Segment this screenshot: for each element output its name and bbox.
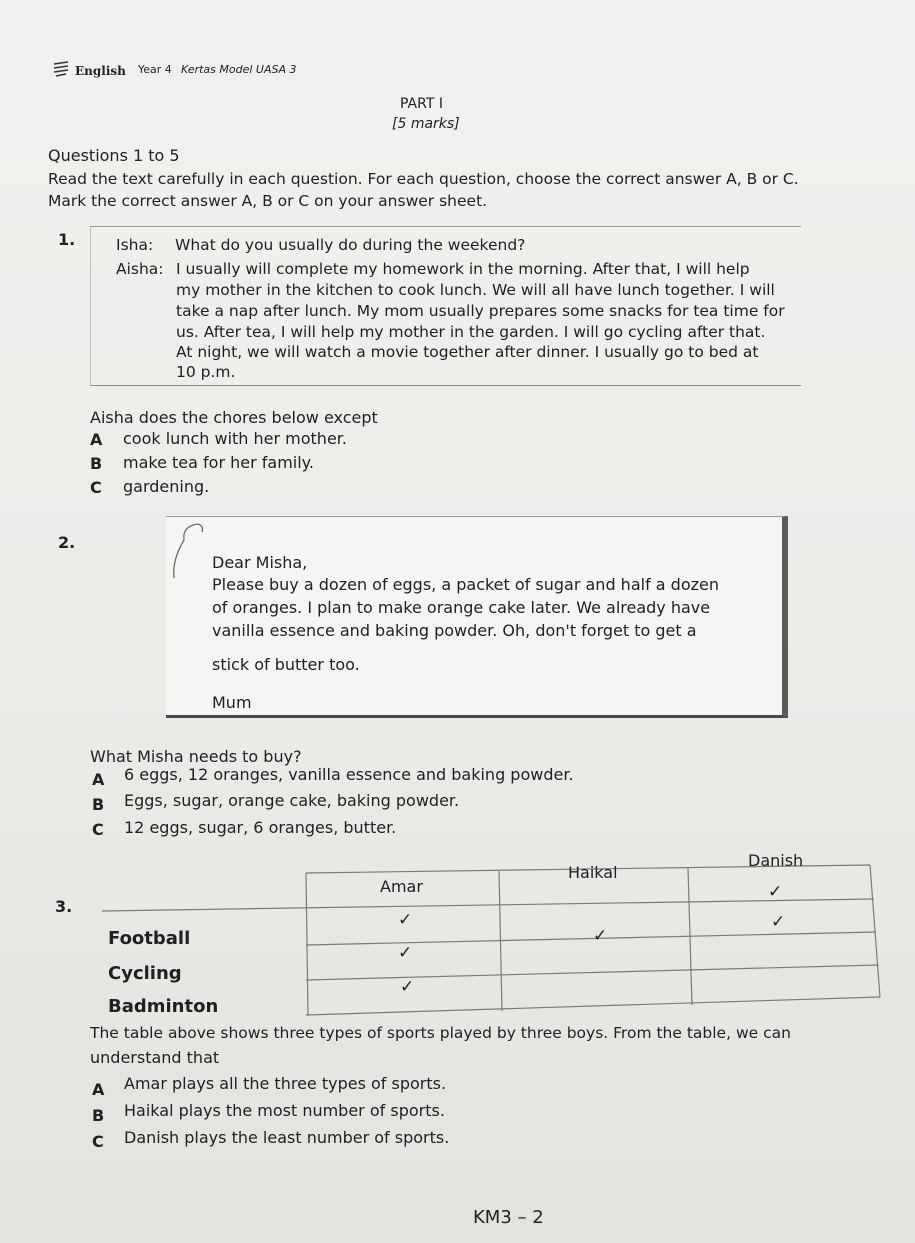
q2-signoff: Mum	[212, 693, 252, 712]
q2-body-line: stick of butter too.	[212, 655, 360, 674]
tick-icon: ✓	[398, 943, 413, 963]
section-heading: Questions 1 to 5	[48, 146, 180, 165]
q1-option-b[interactable]: make tea for her family.	[123, 453, 314, 472]
q1-reply-line: my mother in the kitchen to cook lunch. We will all have lunch together. I will	[176, 281, 775, 299]
header-subject: English	[75, 64, 126, 78]
q1-option-letter: C	[90, 478, 102, 497]
col-header-haikal: Haikal	[568, 863, 618, 882]
q2-option-letter: B	[92, 795, 105, 814]
row-label-cycling: Cycling	[108, 963, 182, 984]
q1-question: Aisha does the chores below except	[90, 408, 378, 427]
q1-isha-line: What do you usually do during the weekend?	[175, 236, 526, 254]
q2-option-b[interactable]: Eggs, sugar, orange cake, baking powder.	[124, 791, 460, 810]
q1-reply-line: I usually will complete my homework in the morning. After that, I will help	[176, 260, 750, 278]
tick-icon: ✓	[400, 977, 415, 997]
q2-question: What Misha needs to buy?	[90, 747, 302, 766]
tick-icon: ✓	[771, 912, 786, 932]
part-marks: [5 marks]	[392, 116, 460, 132]
part-title: PART I	[400, 96, 443, 112]
instruction-line-1: Read the text carefully in each question. For each question, choose the correct answer A, B or C.	[48, 170, 799, 188]
q1-reply-line: take a nap after lunch. My mom usually prepares some snacks for tea time for	[176, 302, 785, 320]
tick-icon: ✓	[593, 926, 608, 946]
q3-stem-line-1: The table above shows three types of sports played by three boys. From the table, we can	[90, 1024, 791, 1042]
q1-option-a[interactable]: cook lunch with her mother.	[123, 429, 347, 448]
q2-option-letter: A	[92, 770, 105, 789]
q2-option-letter: C	[92, 820, 104, 839]
q3-option-letter: A	[92, 1080, 105, 1099]
q1-option-letter: B	[90, 454, 103, 473]
q2-greeting: Dear Misha,	[212, 553, 308, 572]
q1-speaker-isha: Isha:	[116, 236, 154, 254]
header-year: Year 4	[138, 63, 172, 76]
q1-reply-line: 10 p.m.	[176, 363, 236, 381]
q1-reply-line: At night, we will watch a movie together after dinner. I usually go to bed at	[176, 343, 759, 361]
school-logo-icon	[52, 60, 70, 78]
q3-stem-line-2: understand that	[90, 1048, 220, 1067]
q2-body-line: vanilla essence and baking powder. Oh, don't forget to get a	[212, 621, 697, 640]
tick-icon: ✓	[398, 910, 413, 930]
q2-number: 2.	[58, 533, 76, 552]
header-paper-title: Kertas Model UASA 3	[181, 63, 297, 76]
tick-icon: ✓	[768, 882, 783, 902]
q2-note-card	[166, 516, 788, 718]
q1-option-c[interactable]: gardening.	[123, 477, 210, 496]
col-header-danish: Danish	[748, 851, 804, 870]
q2-body-line: Please buy a dozen of eggs, a packet of sugar and half a dozen	[212, 575, 720, 594]
instruction-line-2: Mark the correct answer A, B or C on your answer sheet.	[48, 192, 488, 210]
page-curl-icon	[168, 520, 208, 580]
q1-speaker-aisha: Aisha:	[116, 260, 164, 278]
q1-option-letter: A	[90, 430, 103, 449]
col-header-amar: Amar	[380, 877, 423, 896]
q3-option-b[interactable]: Haikal plays the most number of sports.	[124, 1101, 445, 1120]
row-label-badminton: Badminton	[108, 996, 219, 1017]
q2-option-a[interactable]: 6 eggs, 12 oranges, vanilla essence and baking powder.	[124, 765, 574, 784]
q2-body-line: of oranges. I plan to make orange cake later. We already have	[212, 598, 711, 617]
q1-reply-line: us. After tea, I will help my mother in the garden. I will go cycling after that.	[176, 323, 766, 341]
row-label-football: Football	[108, 928, 191, 949]
q3-number: 3.	[55, 897, 73, 916]
page-number: KM3 – 2	[473, 1207, 544, 1228]
q3-option-c[interactable]: Danish plays the least number of sports.	[124, 1128, 450, 1147]
q2-option-c[interactable]: 12 eggs, sugar, 6 oranges, butter.	[124, 818, 397, 837]
q3-option-letter: B	[92, 1106, 105, 1125]
q3-option-letter: C	[92, 1132, 104, 1151]
q3-option-a[interactable]: Amar plays all the three types of sports.	[124, 1074, 447, 1093]
q1-number: 1.	[58, 230, 76, 249]
